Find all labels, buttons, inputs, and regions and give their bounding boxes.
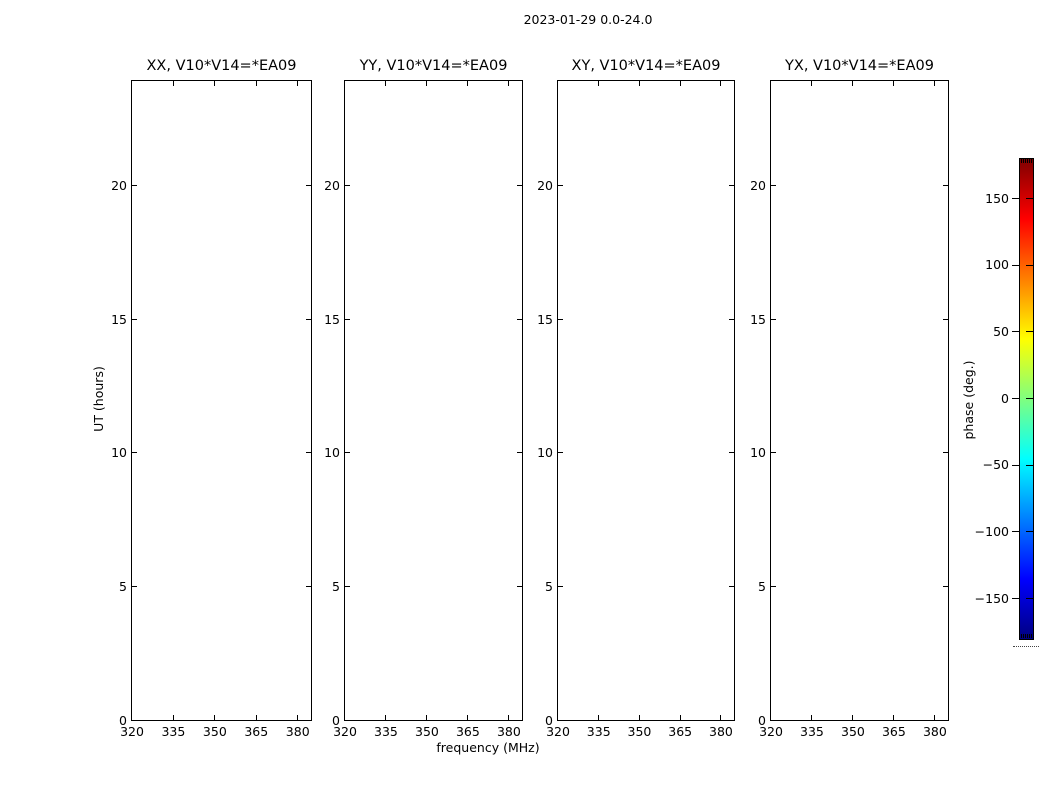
y-tick-mark	[345, 319, 350, 320]
x-tick-label: 365	[455, 724, 480, 739]
y-tick-label: 5	[119, 578, 127, 594]
axes-frame-2	[537, 58, 735, 739]
y-tick-mark	[771, 452, 776, 453]
colorbar-tick-right	[1026, 598, 1033, 599]
x-tick-mark-top	[893, 81, 894, 86]
x-tick-label: 380	[285, 724, 310, 739]
x-tick-mark-top	[934, 81, 935, 86]
x-tick-label: 380	[922, 724, 947, 739]
subplot-title-3: YX, V10*V14=*EA09	[785, 58, 934, 74]
x-tick-mark-top	[426, 81, 427, 86]
colorbar-comb-bottom	[1021, 634, 1022, 638]
y-tick-label: 15	[537, 311, 553, 327]
x-tick-label: 320	[546, 724, 570, 739]
colorbar-comb-bottom	[1025, 634, 1026, 638]
y-tick-mark	[345, 452, 350, 453]
x-tick-label: 380	[496, 724, 521, 739]
y-tick-label: 15	[111, 311, 127, 327]
colorbar-comb-bottom	[1031, 634, 1032, 638]
y-tick-label: 5	[545, 578, 553, 594]
x-tick-mark-top	[256, 81, 257, 86]
x-tick-mark	[385, 715, 386, 720]
y-tick-label: 20	[750, 178, 766, 194]
x-tick-mark	[639, 715, 640, 720]
subplot-title-0: XX, V10*V14=*EA09	[146, 58, 297, 74]
y-tick-label: 15	[324, 311, 340, 327]
x-tick-label: 320	[120, 724, 144, 739]
x-tick-mark-top	[720, 81, 721, 86]
x-axis-label: frequency (MHz)	[436, 740, 540, 755]
y-tick-mark	[558, 185, 563, 186]
x-tick-mark	[508, 715, 509, 720]
y-tick-label: 5	[332, 578, 340, 594]
y-tick-label: 20	[111, 178, 127, 194]
x-tick-mark	[893, 715, 894, 720]
y-tick-mark	[132, 586, 137, 587]
x-tick-mark	[173, 715, 174, 720]
x-tick-mark	[680, 715, 681, 720]
colorbar-tick-label: 150	[985, 190, 1009, 206]
colorbar-comb-bottom	[1029, 634, 1030, 638]
y-tick-mark	[558, 452, 563, 453]
x-tick-label: 320	[333, 724, 357, 739]
x-tick-label: 335	[161, 724, 186, 739]
x-tick-label: 335	[374, 724, 398, 739]
y-tick-mark	[771, 185, 776, 186]
y-tick-label: 10	[324, 445, 340, 461]
y-tick-mark-right	[943, 452, 948, 453]
axes-frame-1	[324, 58, 523, 739]
x-tick-mark	[720, 715, 721, 720]
y-tick-label: 0	[758, 712, 766, 728]
x-tick-mark	[598, 715, 599, 720]
x-tick-label: 365	[244, 724, 269, 739]
x-tick-mark	[467, 715, 468, 720]
colorbar-tick-right	[1026, 331, 1033, 332]
colorbar	[1019, 158, 1034, 640]
x-tick-mark	[811, 715, 812, 720]
colorbar-tick-left	[1012, 331, 1019, 332]
colorbar-dotted-line	[1013, 646, 1039, 647]
y-tick-label: 10	[111, 445, 127, 461]
colorbar-tick-label: 100	[985, 257, 1009, 273]
colorbar-tick-left	[1012, 265, 1019, 266]
x-tick-mark-top	[297, 81, 298, 86]
x-tick-mark	[852, 715, 853, 720]
colorbar-comb-top	[1027, 159, 1028, 163]
x-tick-mark-top	[598, 81, 599, 86]
x-tick-label: 380	[709, 724, 733, 739]
y-tick-mark	[558, 319, 563, 320]
x-tick-mark-top	[214, 81, 215, 86]
y-tick-mark	[132, 452, 137, 453]
colorbar-tick-right	[1026, 465, 1033, 466]
y-tick-mark	[771, 586, 776, 587]
y-tick-mark	[771, 319, 776, 320]
x-tick-mark-top	[680, 81, 681, 86]
colorbar-comb-bottom	[1027, 634, 1028, 638]
y-tick-mark-right	[943, 586, 948, 587]
x-tick-mark-top	[811, 81, 812, 86]
x-tick-label: 335	[586, 724, 611, 739]
colorbar-tick-label: 0	[1001, 390, 1009, 406]
colorbar-tick-right	[1026, 198, 1033, 199]
y-tick-label: 20	[324, 178, 340, 194]
x-tick-mark	[297, 715, 298, 720]
x-tick-mark	[256, 715, 257, 720]
colorbar-comb-top	[1021, 159, 1022, 163]
y-tick-label: 10	[537, 445, 553, 461]
x-tick-mark-top	[467, 81, 468, 86]
y-tick-label: 5	[758, 578, 766, 594]
y-tick-label: 0	[119, 712, 127, 728]
x-tick-mark-top	[639, 81, 640, 86]
colorbar-comb-bottom	[1023, 634, 1024, 638]
axes-frame-3	[750, 58, 949, 739]
axes-frame-0	[111, 58, 312, 739]
y-tick-label: 20	[537, 178, 553, 194]
colorbar-tick-label: −50	[982, 457, 1009, 473]
x-tick-label: 365	[881, 724, 906, 739]
colorbar-tick-left	[1012, 398, 1019, 399]
figure-title: 2023-01-29 0.0-24.0	[523, 12, 653, 27]
x-tick-label: 365	[668, 724, 693, 739]
x-tick-label: 350	[841, 724, 865, 739]
x-tick-mark-top	[385, 81, 386, 86]
subplot-title-2: XY, V10*V14=*EA09	[571, 58, 721, 74]
y-tick-mark-right	[943, 319, 948, 320]
y-tick-mark	[132, 319, 137, 320]
x-tick-mark-top	[852, 81, 853, 86]
colorbar-label: phase (deg.)	[961, 360, 976, 440]
y-tick-label: 0	[332, 712, 340, 728]
x-tick-mark	[934, 715, 935, 720]
x-tick-label: 350	[202, 724, 227, 739]
colorbar-tick-right	[1026, 265, 1033, 266]
y-tick-mark	[558, 586, 563, 587]
y-tick-mark	[345, 586, 350, 587]
colorbar-tick-left	[1012, 465, 1019, 466]
colorbar-tick-label: 50	[993, 323, 1009, 339]
x-tick-label: 335	[800, 724, 824, 739]
colorbar-tick-left	[1012, 198, 1019, 199]
y-tick-mark-right	[943, 185, 948, 186]
x-tick-label: 350	[627, 724, 652, 739]
colorbar-comb-top	[1029, 159, 1030, 163]
y-tick-mark	[345, 185, 350, 186]
colorbar-comb-top	[1023, 159, 1024, 163]
colorbar-comb-top	[1031, 159, 1032, 163]
x-tick-mark	[214, 715, 215, 720]
y-tick-label: 15	[750, 311, 766, 327]
colorbar-tick-label: −150	[974, 590, 1009, 606]
y-tick-mark	[132, 185, 137, 186]
colorbar-tick-left	[1012, 598, 1019, 599]
colorbar-tick-right	[1026, 398, 1033, 399]
x-tick-mark-top	[173, 81, 174, 86]
y-axis-label: UT (hours)	[91, 366, 106, 432]
y-tick-label: 0	[545, 712, 553, 728]
x-tick-label: 320	[759, 724, 783, 739]
x-tick-mark	[426, 715, 427, 720]
colorbar-comb-top	[1025, 159, 1026, 163]
subplot-title-1: YY, V10*V14=*EA09	[359, 58, 508, 74]
colorbar-tick-left	[1012, 531, 1019, 532]
colorbar-tick-right	[1026, 531, 1033, 532]
y-tick-label: 10	[750, 445, 766, 461]
x-tick-label: 350	[415, 724, 439, 739]
x-tick-mark-top	[508, 81, 509, 86]
colorbar-tick-label: −100	[974, 523, 1009, 539]
